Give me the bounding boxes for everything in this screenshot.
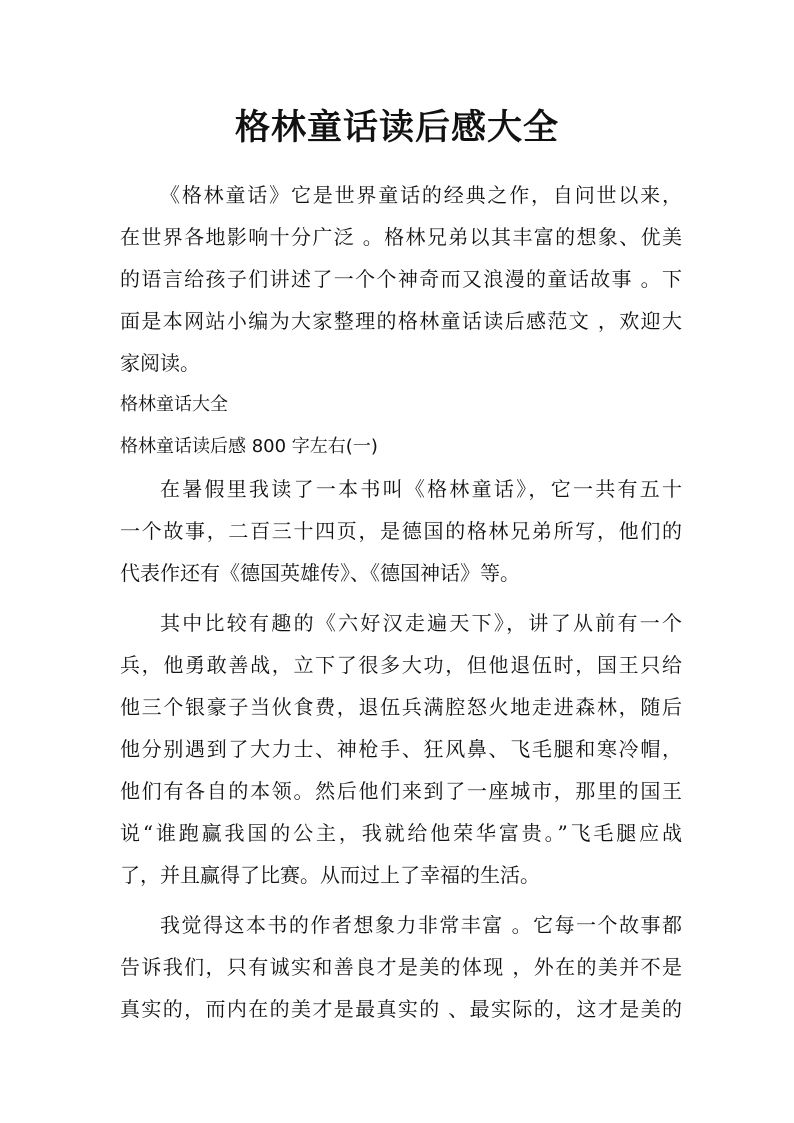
paragraph-2: [120, 602, 682, 896]
paragraph-line: 告诉我们，只有诚实和善良才是美的体现 ，外在的美并不是: [120, 955, 682, 979]
paragraph-line: 兵，他勇敢善战，立下了很多大功，但他退伍时，国王只给: [120, 653, 682, 677]
page-title: 格林童话读后感大全: [234, 107, 559, 148]
paragraph-3: [120, 904, 682, 1030]
paragraph-line: 我觉得这本书的作者想象力非常丰富 。它每一个故事都: [160, 913, 682, 937]
paragraph-line: 《格林童话》它是世界童话的经典之作，自问世以来，: [160, 183, 682, 207]
paragraph-line: 代表作还有《德国英雄传》、《德国神话》等。: [120, 561, 520, 585]
paragraph-gap: [120, 594, 682, 602]
paragraph-1: [120, 468, 682, 594]
paragraph-line: 家阅读。: [120, 351, 200, 375]
paragraph-line: 他分别遇到了大力士、神枪手、狂风鼻、飞毛腿和寒冷帽，: [120, 737, 682, 761]
paragraph-line: 说“谁跑赢我国的公主，我就给他荣华富贵。”飞毛腿应战: [120, 821, 682, 845]
paragraph-line: 的语言给孩子们讲述了一个个神奇而又浪漫的童话故事 。下: [120, 267, 682, 291]
paragraph-line: 在世界各地影响十分广泛 。格林兄弟以其丰富的想象、优美: [120, 225, 682, 249]
paragraph-line: 在暑假里我读了一本书叫《格林童话》，它一共有五十: [160, 477, 682, 501]
section-heading: 格林童话读后感 800 字左右(一): [120, 436, 378, 457]
paragraph-line: 他三个银豪子当伙食费，退伍兵满腔怒火地走进森林，随后: [120, 695, 682, 719]
section-heading: 格林童话大全: [120, 394, 228, 415]
paragraph-line: 他们有各自的本领。然后他们来到了一座城市，那里的国王: [120, 779, 682, 803]
paragraph-line: 一个故事，二百三十四页，是德国的格林兄弟所写，他们的: [120, 519, 682, 543]
document-body: [120, 174, 682, 1030]
intro-paragraph: [120, 174, 682, 384]
paragraph-line: 其中比较有趣的《六好汉走遍天下》，讲了从前有一个: [160, 611, 682, 635]
paragraph-line: 面是本网站小编为大家整理的格林童话读后感范文 ，欢迎大: [120, 309, 682, 333]
paragraph-line: 了，并且赢得了比赛。从而过上了幸福的生活。: [120, 863, 540, 887]
paragraph-gap: [120, 896, 682, 904]
paragraph-line: 真实的，而内在的美才是最真实的 、最实际的，这才是美的: [120, 997, 682, 1021]
